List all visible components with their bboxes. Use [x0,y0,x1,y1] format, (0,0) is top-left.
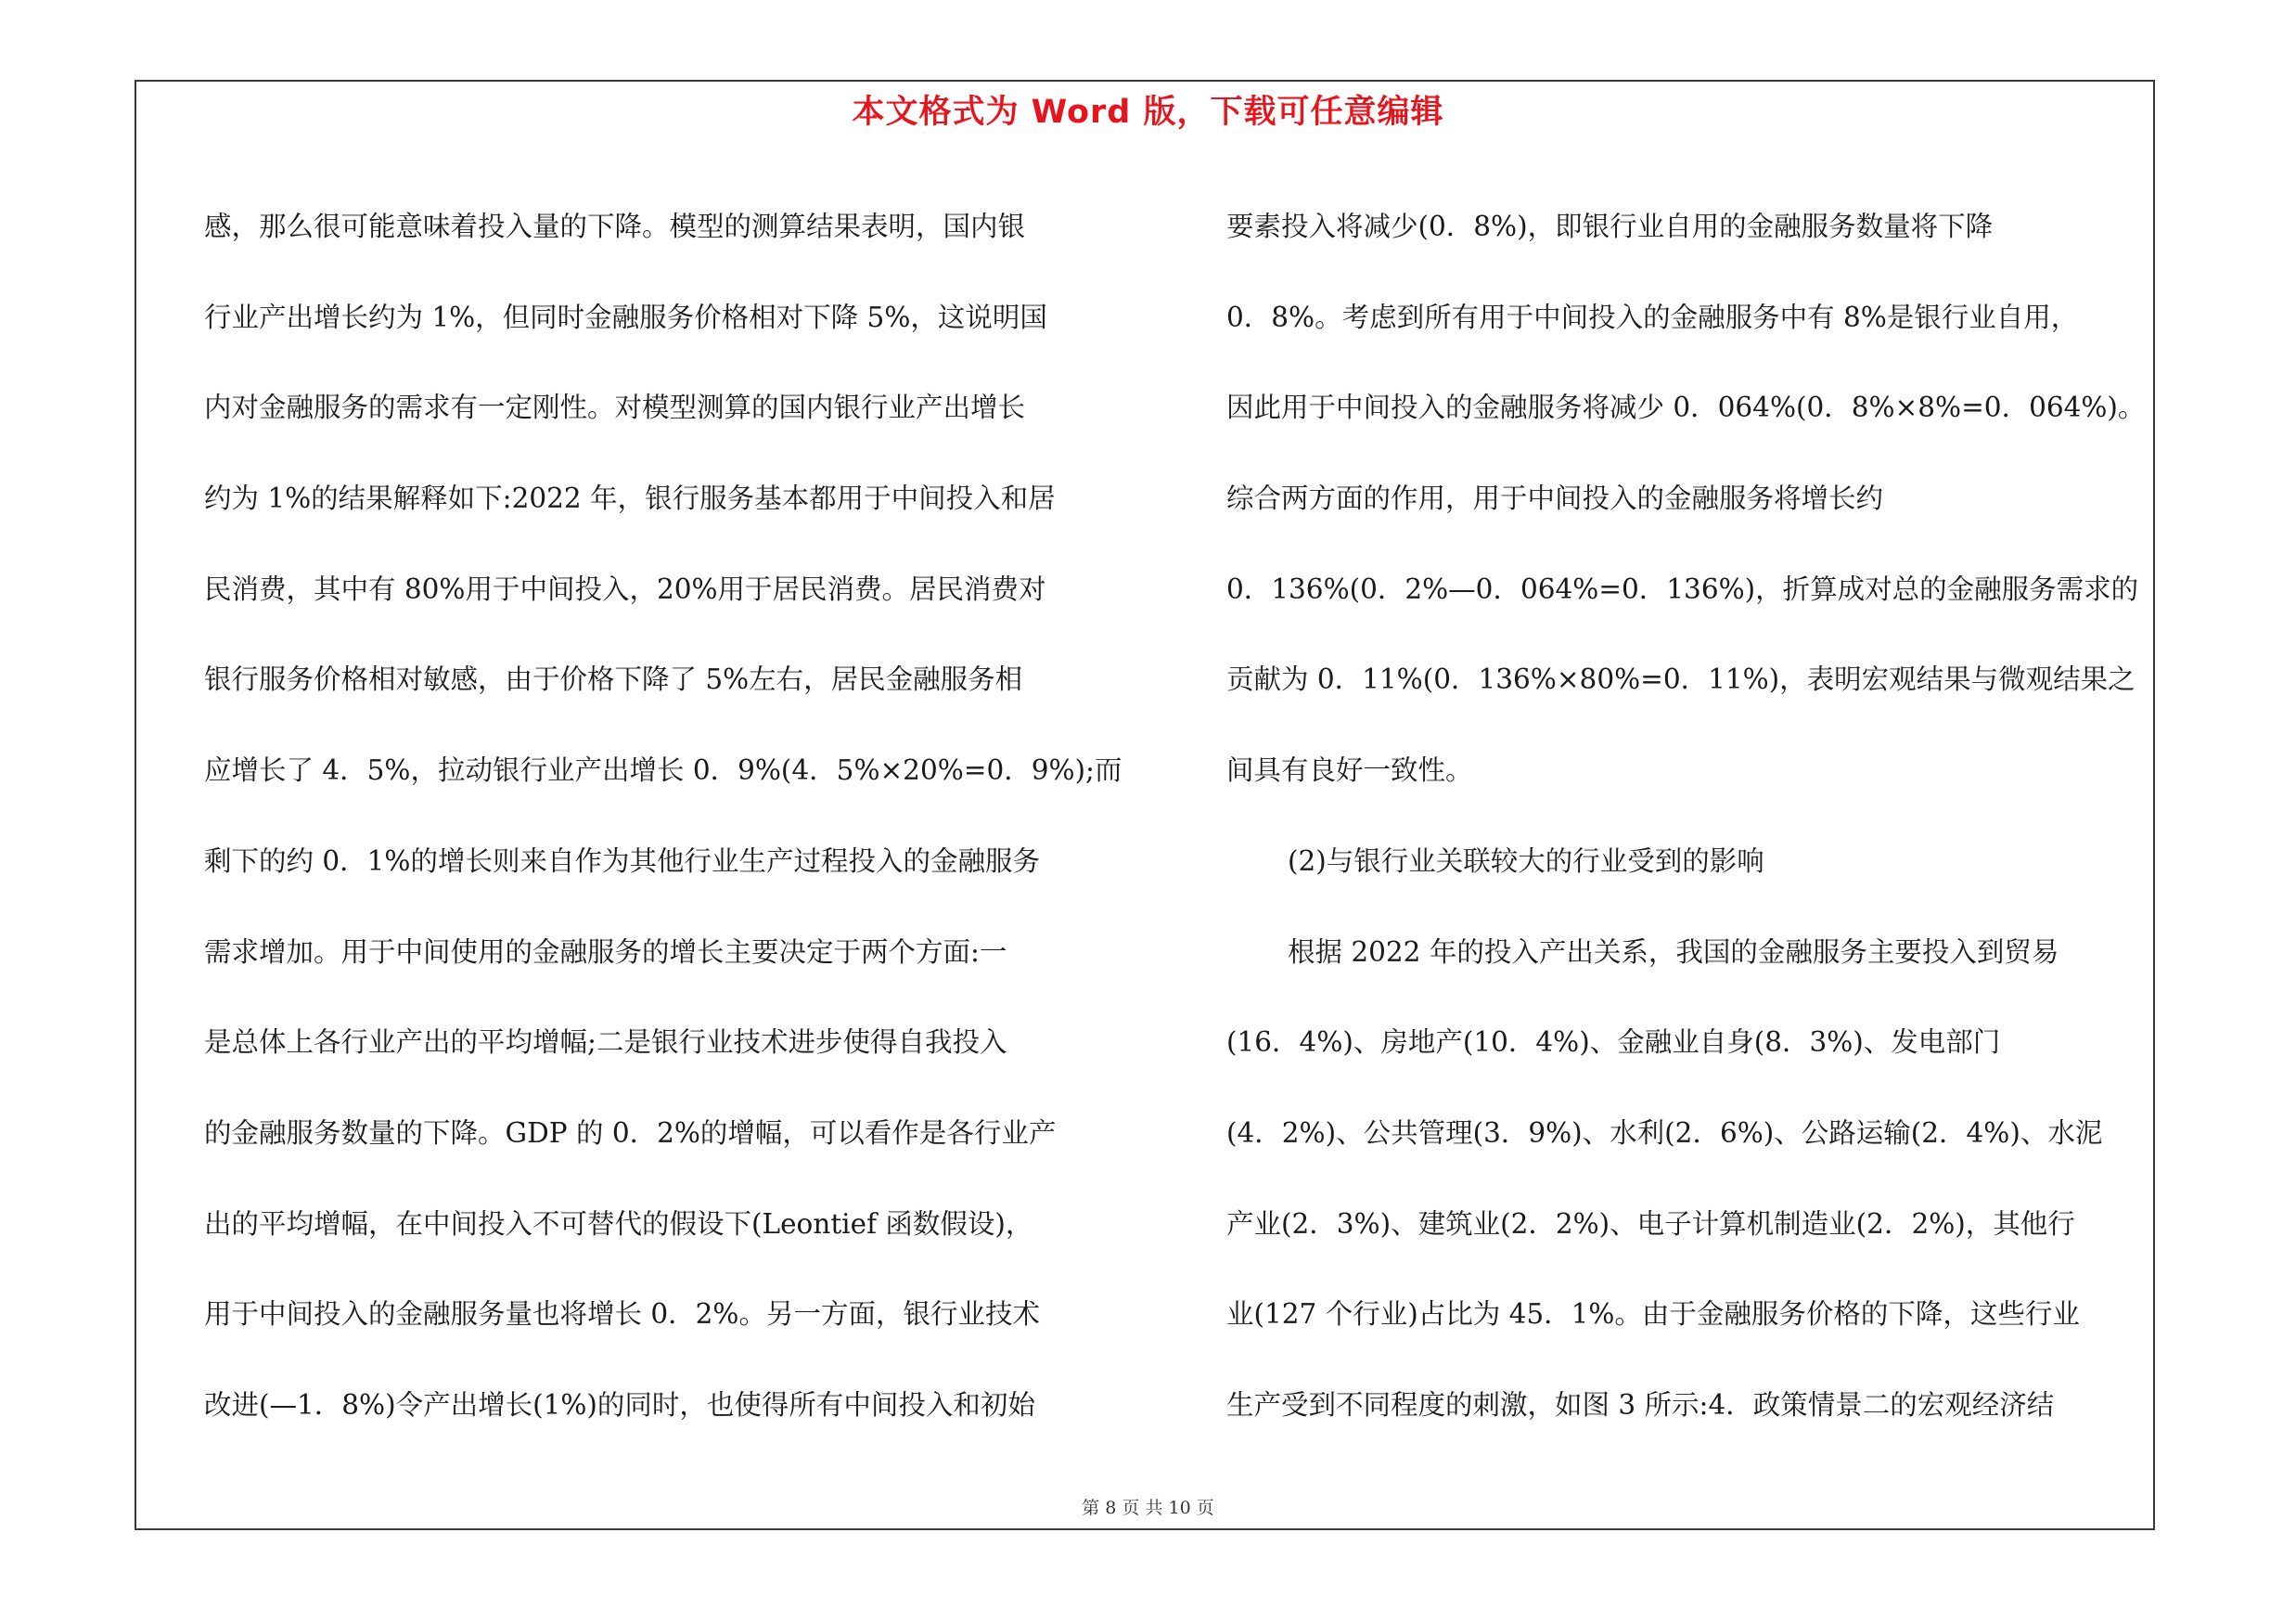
paragraph-line: 行业产出增长约为 1%，但同时金融服务价格相对下降 5%，这说明国 [204,301,1047,333]
paragraph-line: 是总体上各行业产出的平均增幅;二是银行业技术进步使得自我投入 [204,1026,1007,1059]
paragraph-line: 感，那么很可能意味着投入量的下降。模型的测算结果表明，国内银 [204,211,1026,242]
paragraph-line: 约为 1%的结果解释如下:2022 年，银行服务基本都用于中间投入和居 [204,483,1056,515]
paragraph-line: 内对金融服务的需求有一定刚性。对模型测算的国内银行业产出增长 [204,392,1026,424]
paragraph-line: 根据 2022 年的投入产出关系，我国的金融服务主要投入到贸易 [1288,935,2059,968]
paragraph-line: 的金融服务数量的下降。GDP 的 0．2%的增幅，可以看作是各行业产 [204,1116,1057,1149]
page-number-footer: 第 8 页 共 10 页 [1082,1498,1214,1518]
paragraph-line: 0．136%(0．2%—0．064%=0．136%)，折算成对总的金融服务需求的 [1226,573,2139,605]
paragraph-line: 银行服务价格相对敏感，由于价格下降了 5%左右，居民金融服务相 [204,663,1023,696]
paragraph-line: 因此用于中间投入的金融服务将减少 0．064%(0．8%×8%=0．064%)。 [1226,392,2146,424]
paragraph-line: 剩下的约 0．1%的增长则来自作为其他行业生产过程投入的金融服务 [204,844,1040,877]
paragraph-line: 业(127 个行业)占比为 45．1%。由于金融服务价格的下降，这些行业 [1226,1298,2080,1331]
paragraph-line: (16．4%)、房地产(10．4%)、金融业自身(8．3%)、发电部门 [1226,1026,2001,1059]
format-banner: 本文格式为 Word 版，下载可任意编辑 [852,94,1444,131]
section-heading: (2)与银行业关联较大的行业受到的影响 [1288,844,1764,877]
paragraph-line: 间具有良好一致性。 [1226,754,1473,787]
paragraph-line: 贡献为 0．11%(0．136%×80%=0．11%)，表明宏观结果与微观结果之 [1226,663,2136,696]
paragraph-line: 需求增加。用于中间使用的金融服务的增长主要决定于两个方面:一 [204,935,1007,968]
paragraph-line: 应增长了 4．5%，拉动银行业产出增长 0．9%(4．5%×20%=0．9%);而 [204,754,1122,787]
paragraph-line: 用于中间投入的金融服务量也将增长 0．2%。另一方面，银行业技术 [204,1298,1040,1331]
paragraph-line: 要素投入将减少(0．8%)，即银行业自用的金融服务数量将下降 [1226,211,1994,242]
paragraph-line: 民消费，其中有 80%用于中间投入，20%用于居民消费。居民消费对 [204,573,1046,605]
paragraph-line: 综合两方面的作用，用于中间投入的金融服务将增长约 [1226,483,1884,515]
paragraph-line: 产业(2．3%)、建筑业(2．2%)、电子计算机制造业(2．2%)，其他行 [1226,1207,2075,1240]
paragraph-line: 改进(—1．8%)令产出增长(1%)的同时，也使得所有中间投入和初始 [204,1388,1035,1421]
paragraph-line: 0．8%。考虑到所有用于中间投入的金融服务中有 8%是银行业自用， [1226,301,2079,333]
right-text-column [1226,182,2163,1451]
left-text-column [204,182,1132,1451]
paragraph-line: (4．2%)、公共管理(3．9%)、水利(2．6%)、公路运输(2．4%)、水泥 [1226,1116,2103,1149]
paragraph-line: 出的平均增幅，在中间投入不可替代的假设下(Leontief 函数假设)， [204,1207,1033,1240]
paragraph-line: 生产受到不同程度的刺激，如图 3 所示:4．政策情景二的宏观经济结 [1226,1388,2055,1421]
